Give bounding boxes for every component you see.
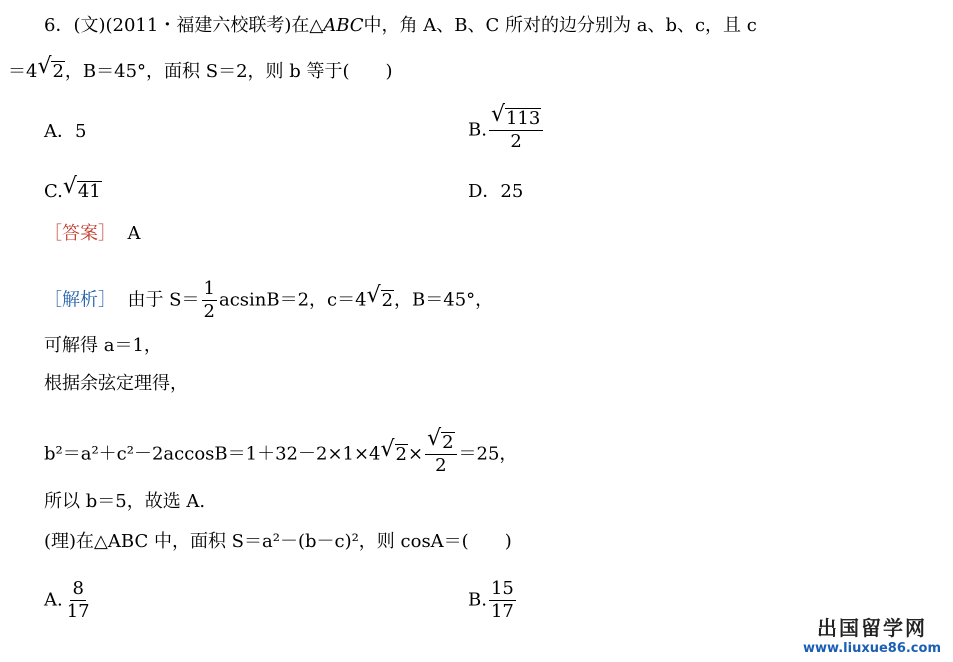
option-c-root: 41 xyxy=(77,181,101,202)
li-option-a-num: 8 xyxy=(72,578,84,599)
li-option-b-prefix: B. xyxy=(468,589,487,611)
question-6-line2 xyxy=(8,54,393,84)
sqrt-2: √ 2 xyxy=(37,54,64,82)
li-option-a-den: 17 xyxy=(66,601,90,622)
option-b xyxy=(468,102,545,153)
option-c: C. √ 41 xyxy=(44,174,101,202)
half-fraction xyxy=(202,278,217,323)
li-option-a-prefix: A. xyxy=(44,589,63,611)
c-value-prefix: ＝4 xyxy=(8,61,38,82)
analysis-label: ［解析］ xyxy=(44,289,116,311)
question-li: (理)在△ABC 中，面积 S＝a²－(b－c)²，则 cosA＝( ) xyxy=(44,531,512,552)
analysis-line1: ［解析］ 由于 S＝ $\frac{1}{2}$ acsinB＝2，c＝4 √ 2，B＝45°， xyxy=(44,278,494,322)
triangle-name: ABC xyxy=(323,15,364,36)
answer-label: ［答案］ xyxy=(44,223,116,244)
equation-times: × xyxy=(407,443,424,465)
equation-frac-den: 2 xyxy=(435,455,447,476)
watermark-url: www.liuxue86.com xyxy=(803,641,941,656)
sqrt-argument: 2 xyxy=(52,61,64,82)
half-den: 2 xyxy=(203,301,215,322)
watermark xyxy=(803,612,941,656)
option-b-root: 113 xyxy=(505,108,541,129)
analysis-root: 2 xyxy=(381,289,394,311)
equation-frac-num: 2 xyxy=(442,432,454,453)
li-option-b xyxy=(468,578,518,623)
question-6-line1 xyxy=(44,14,757,38)
option-a: A．5 xyxy=(44,121,87,142)
option-d: D．25 xyxy=(468,181,524,202)
question-number: 6． xyxy=(44,15,74,36)
option-b-fraction: √ 113 2 xyxy=(489,108,543,153)
question-text-mid: 中，角 xyxy=(363,15,424,36)
equation-post: ＝25， xyxy=(458,443,518,465)
li-option-b-den: 17 xyxy=(490,601,514,622)
option-c-prefix: C. xyxy=(44,181,63,202)
option-b-prefix: B. xyxy=(468,119,487,141)
li-option-b-num: 15 xyxy=(490,578,514,599)
question-text-rest: A、B、C 所对的边分别为 a、b、c，且 c xyxy=(423,15,757,36)
cosine-equation: b²＝a²＋c²－2accosB＝1＋32－2×1×4 √ 2× √ 2 2 ＝25， xyxy=(44,426,518,476)
equation-pre: b²＝a²＋c²－2accosB＝1＋32－2×1×4 xyxy=(44,443,381,465)
option-b-den: 2 xyxy=(510,131,522,152)
half-num: 1 xyxy=(203,278,215,299)
question-text-end: ，B＝45°，面积 S＝2，则 b 等于( ) xyxy=(64,61,393,82)
analysis-line5: 所以 b＝5，故选 A. xyxy=(44,491,206,512)
equation-root: 2 xyxy=(395,443,407,465)
analysis-line2: 可解得 a＝1， xyxy=(44,335,162,356)
answer-value: A xyxy=(127,223,141,244)
answer-line xyxy=(44,222,140,246)
watermark-title: 出国留学网 xyxy=(817,616,927,640)
analysis-text-post: ，B＝45°， xyxy=(394,289,494,311)
li-option-a xyxy=(44,578,94,623)
analysis-text: 由于 S＝ xyxy=(127,289,200,311)
equation-fraction: √ 2 2 xyxy=(425,432,456,477)
question-text: (文)(2011・福建六校联考)在△ xyxy=(73,15,324,36)
analysis-text-mid: acsinB＝2，c＝4 xyxy=(218,289,367,311)
analysis-line3: 根据余弦定理得， xyxy=(44,373,188,394)
